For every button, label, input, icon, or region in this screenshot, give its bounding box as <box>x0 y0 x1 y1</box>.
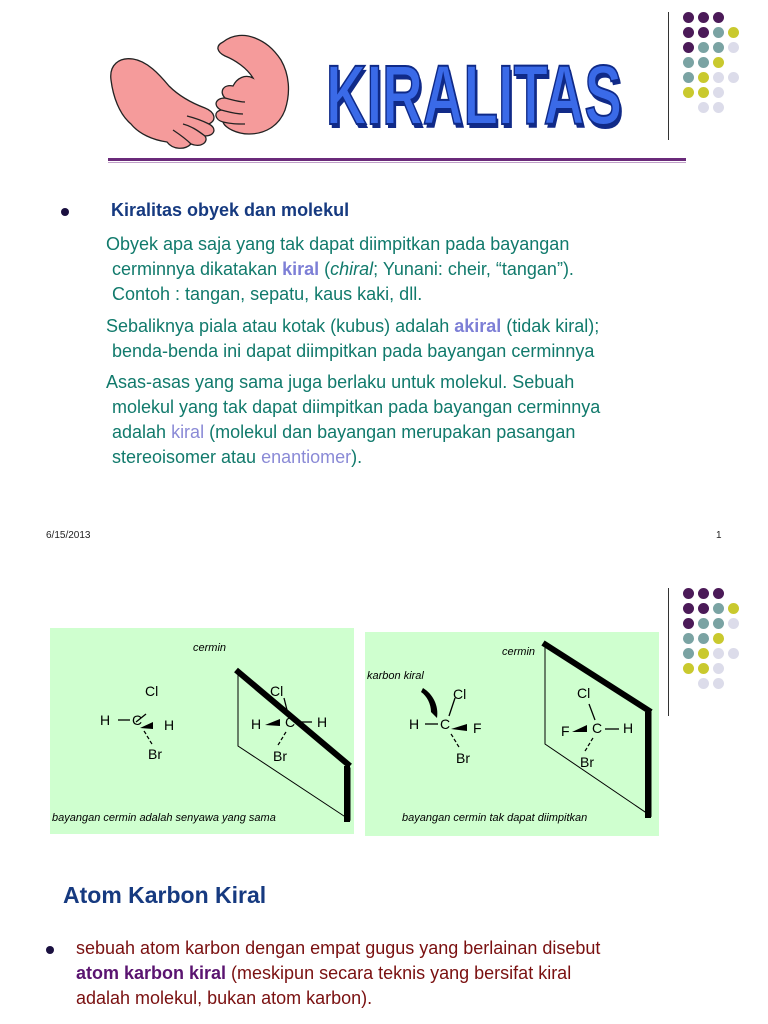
footer-page-number: 1 <box>716 530 722 541</box>
mirror-plane <box>50 628 354 834</box>
term-kiral: kiral <box>282 259 320 279</box>
dot-grid-decoration-2 <box>683 588 743 698</box>
mirror-label-2: cermin <box>502 646 536 658</box>
term-enantiomer: enantiomer <box>261 447 352 467</box>
divider-horizontal <box>108 158 686 161</box>
footer-date: 6/15/2013 <box>46 530 91 541</box>
paragraph-1: Obyek apa saja yang tak dapat diimpitkan pada bayangan cerminnya dikatakan kiral (chiral; Yunani: cheir, “tangan”). Contoh : tangan, sepatu, kaus kaki, dll. <box>106 234 574 304</box>
paragraph-3: Asas-asas yang sama juga berlaku untuk molekul. Sebuah molekul yang tak dapat diimpitkan pada bayangan cerminnya adalah kiral (molekul dan bayangan merupakan pasangan stereoisomer atau enantiomer). <box>106 372 601 467</box>
bullet-dot <box>61 208 69 216</box>
hands-icon <box>105 30 305 152</box>
bullet-heading: Kiralitas obyek dan molekul <box>111 200 350 220</box>
dot-grid-decoration <box>683 12 743 122</box>
chiral-carbon-label: karbon kiral <box>367 670 424 682</box>
page-title <box>320 38 630 138</box>
chiral-pointer-icon <box>421 688 437 718</box>
panel-caption-2: bayangan cermin tak dapat diimpitkan <box>402 812 588 824</box>
paragraph-2: Sebaliknya piala atau kotak (kubus) adalah akiral (tidak kiral); benda-benda ini dapat diimpitkan pada bayangan cerminnya <box>106 316 600 361</box>
diagram-panel-same-compound: cermin Cl H C H Br Cl H C H Br bayangan cermin adalah senyawa yang sama <box>50 628 354 834</box>
bullet-text: sebuah atom karbon dengan empat gugus yang berlainan disebut atom karbon kiral (meskipun secara teknis yang bersifat kiral adalah molekul, bukan atom karbon). <box>76 938 601 1008</box>
slide-2 <box>0 570 768 1024</box>
term-kiral-2: kiral <box>171 422 205 442</box>
panel-caption: bayangan cermin adalah senyawa yang sama <box>52 812 276 824</box>
divider-vertical <box>668 12 669 140</box>
svg-text:KIRALITAS: KIRALITAS <box>326 48 622 138</box>
bullet-dot-2 <box>46 946 54 954</box>
mirror-label: cermin <box>193 642 227 654</box>
divider-vertical-2 <box>668 588 669 716</box>
term-akiral: akiral <box>454 316 502 336</box>
mirror-plane-2 <box>365 632 659 836</box>
diagram-panel-enantiomers: cermin karbon kiral Cl H C F Br Cl F C H Br bayangan cermin tak dapat diimpitkan <box>365 632 659 836</box>
section-heading: Atom Karbon Kiral <box>63 882 267 908</box>
svg-text:KIRALITAS: KIRALITAS <box>328 52 624 138</box>
term-atom-karbon-kiral: atom karbon kiral <box>76 963 227 983</box>
